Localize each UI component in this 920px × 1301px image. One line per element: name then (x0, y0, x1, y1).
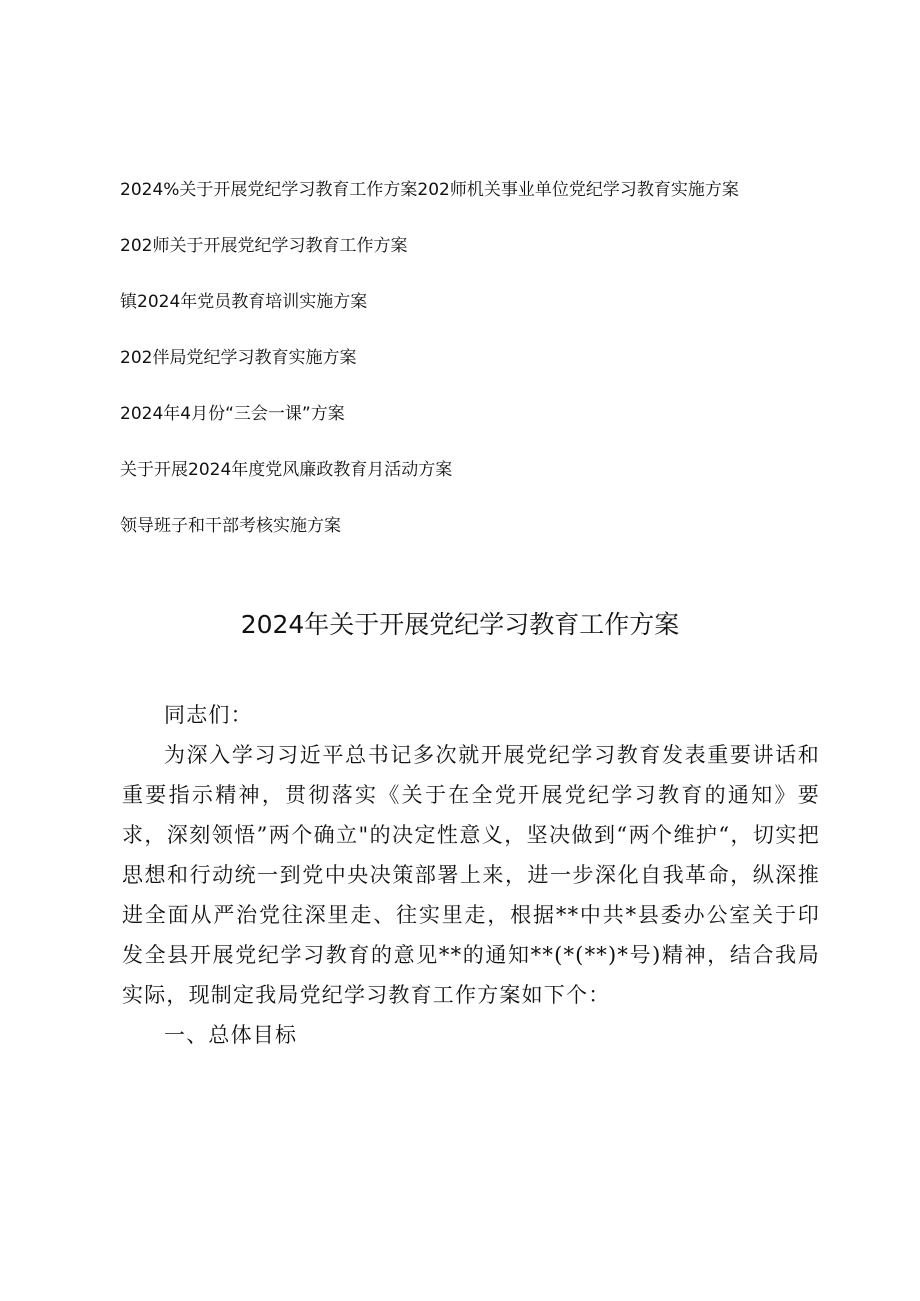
toc-item: 镇2024年党员教育培训实施方案 (120, 292, 368, 312)
toc-item: 202师关于开展党纪学习教育工作方案 (120, 236, 408, 256)
toc-item: 领导班子和干部考核实施方案 (120, 516, 341, 536)
document-body (122, 695, 820, 1055)
toc-item: 2024%关于开展党纪学习教育工作方案202师机关事业单位党纪学习教育实施方案 (120, 180, 739, 200)
section-heading: 一、总体目标 (164, 1023, 298, 1047)
toc-item: 2024年4月份“三会一课”方案 (120, 404, 345, 424)
body-paragraph: 为深入学习习近平总书记多次就开展党纪学习教育发表重要讲话和重要指示精神，贯彻落实《关于在全党开展党纪学习教育的通知》要求，深刻领悟”两个确立"的决定性意义，坚决做到“两个维护“，切实把思想和行动统一到党中央决策部署上来，进一步深化自我革命，纵深推进全面从严治党往深里走、往实里走，根据**中共*县委办公室关于印发全县开展党纪学习教育的意见**的通知**(*(**)*号)精神，结合我局实际，现制定我局党纪学习教育工作方案如下个： (122, 743, 820, 1007)
document-title: 2024年关于开展党纪学习教育工作方案 (240, 610, 680, 639)
toc-item: 关于开展2024年度党风廉政教育月活动方案 (120, 460, 453, 480)
toc-item: 202伴局党纪学习教育实施方案 (120, 348, 357, 368)
salutation: 同志们： (164, 703, 253, 727)
table-of-contents (120, 180, 820, 572)
